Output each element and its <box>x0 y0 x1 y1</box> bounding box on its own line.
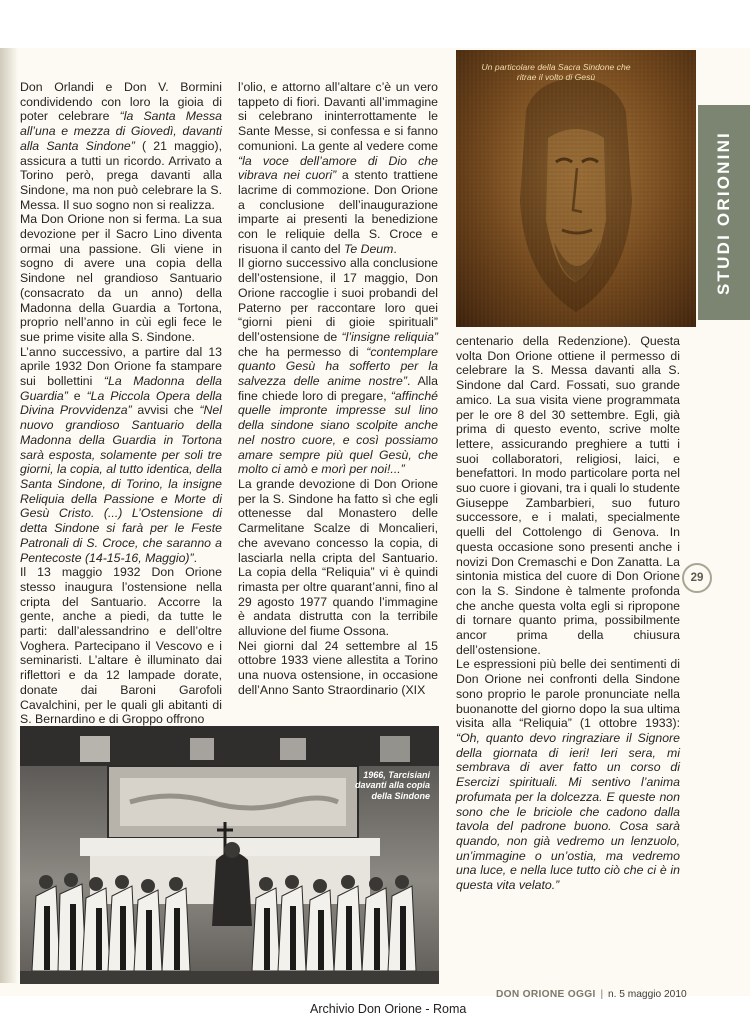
section-label: STUDI ORIONINI <box>714 131 733 295</box>
article-paragraph <box>238 639 438 698</box>
article-paragraph <box>20 80 222 212</box>
text-run: . Alla fine chiede loro di pregare, <box>238 374 438 403</box>
article-paragraph <box>20 565 222 727</box>
italic-run: “la voce dell’amore di Dio che vibrava nei cuori” <box>238 153 438 183</box>
article-paragraph <box>20 345 222 566</box>
magazine-footer <box>496 989 687 1000</box>
text-run: a stento trattiene lacrime di commozione. Don Orione a conclusione dell’inaugurazione imparte ai presenti la benedizione con le reliquie della S. Croce e risuona il canto del <box>238 168 438 256</box>
page-number: 29 <box>682 563 712 593</box>
text-run: La grande devozione di Don Orione per la S. Sindone ha fatto sì che egli ottenesse dal Monastero delle Carmelitane Scalze di Moncalieri, che avevano concesso la copia, di lasciarla nella cripta del Santuario. La copia della “Reliquia” vi è quindi rimasta per oltre quarant’anni, fino al 29 agosto 1977 quando l’immagine è andata distrutta con la terribile alluvione del fiume Ossona. <box>238 476 438 639</box>
text-run: centenario della Redenzione). Questa volta Don Orione ottiene il permesso di celebrare la S. Messa davanti alla S. Sindone dal Card. Fossati, suo grande amico. La sua visita viene programmata per le ore 8 del 30 settembre. Egli, già prima di questo evento, scrive molte lettere, assicurando preghiere a tutti i suoi collaboratori, religiosi, laici, e benefattori. In modo particolare porta nel suo cuore i giovani, tra i quali lo studente Giuseppe Zambarbieri, suo futuro successore, e i malati, specialmente quelli del Cottolengo di Genova. In questa occasione sono presenti anche i novizi Don Cremaschi e Don Zanatta. La sintonia mistica del cuore di Don Orione con la S. Sindone è talmente profonda che anche questa volta egli si ripropone di tornare quanto prima, possibilmente ancor prima della chiusura dell’ostensione. <box>456 334 680 657</box>
altar-photo <box>20 726 439 984</box>
text-run: Il giorno successivo alla conclusione dell’ostensione, il 17 maggio, Don Orione raccoglie i suoi probandi del Paterno per raccontare loro quei “giorni pieni di gioie spirituali” dell’ostensione de <box>238 256 438 344</box>
text-run: Don Orlandi e Don V. Bormini condividendo con loro la gioia di poter celebrare <box>20 80 222 124</box>
text-run: Il 13 maggio 1932 Don Orione stesso inaugura l’ostensione nella cripta del Santuario. Accorre la gente, anche a piedi, da tutte le parti: dall’alessandrino e dell’oltre Voghera. Partecipano il Vescovo e i seminaristi. L’altare è illuminato dai riflettori e da 12 lampade dorate, donate dai Baroni Garofoli Cavalchini, per le quali gli abitanti di S. Bernardino e di Groppo offrono <box>20 565 222 727</box>
altar-photo-caption: 1966, Tarcisiani davanti alla copia della Sindone <box>354 770 430 801</box>
text-run: L’anno successivo, a partire dal 13 aprile 1932 Don Orione fa stampare sui bollettini <box>20 344 222 389</box>
text-run: l’olio, e attorno all’altare c’è un vero tappeto di fiori. Davanti all’immagine si celebrano ininterrottamente le Sante Messe, si confessa e si fanno comunioni. La gente al vedere come <box>238 80 438 153</box>
text-run: avvisi che <box>131 403 200 418</box>
article-column-2 <box>238 80 438 698</box>
text-run: e <box>67 388 87 403</box>
article-paragraph <box>238 80 438 256</box>
italic-run: “l’insigne reliquia” <box>341 329 438 344</box>
footer-separator: | <box>600 989 604 1000</box>
altar-photo-illustration <box>20 726 439 984</box>
text-run: che ha permesso di <box>238 344 367 359</box>
italic-run: “Nel nuovo grandioso Santuario della Madonna della Guardia in Tortona sarà esposta, solamente per soli tre giorni, la copia, al tutto identica, della Santa Sindone, di Torino, la insigne Reliquia della Passione e Morte di Gesù Cristo. (...) L’Ostensione di detta Sindone si farà per le Feste Patronali di S. Croce, che saranno a Pentecoste (14-15-16, Maggio)” <box>20 403 222 565</box>
shroud-face-illustration <box>456 50 696 327</box>
archive-credit: Archivio Don Orione - Roma <box>310 1002 467 1016</box>
text-run: . <box>393 241 397 256</box>
article-paragraph <box>238 477 438 639</box>
article-paragraph <box>20 212 222 344</box>
shroud-face-image <box>456 50 696 327</box>
article-column-1 <box>20 80 222 727</box>
section-sidebar-band <box>698 105 750 320</box>
text-run: Ma Don Orione non si ferma. La sua devozione per il Sacro Lino diventa ormai una passione. Gli viene in sogno di avere una copia della Sindone nel grandioso Santuario (consacrato da un anno) della Madonna della Guardia a Tortona, proprio nell’anno in cùi egli fece le sue prime visite alla S. Sindone. <box>20 212 222 344</box>
text-run: ( 21 maggio), assicura a tutti un ricordo. Arrivato a Torino però, prega davanti alla Sindone, ma non può celebrare la S. Messa. Il suo sogno non si realizza. <box>20 138 222 212</box>
article-paragraph <box>456 334 680 657</box>
article-paragraph <box>238 256 438 477</box>
text-run: Nei giorni dal 24 settembre al 15 ottobre 1933 viene allestita a Torino una nuova ostensione, in occasione dell’Anno Santo Straordinario (XIX <box>238 638 438 697</box>
article-paragraph <box>456 657 680 892</box>
italic-run: Te Deum <box>343 241 394 256</box>
issue-info: n. 5 maggio 2010 <box>607 989 687 1000</box>
text-run: Le espressioni più belle dei sentimenti di Don Orione nei confronti della Sindone sono proprio le parole pronunciate nella buonanotte del giorno dopo la sua ultima visita alla “Reliquia” (1 ottobre 1933): <box>456 657 680 731</box>
italic-run: “La Madonna della Guardia” <box>20 374 222 403</box>
article-column-3 <box>456 334 680 893</box>
shroud-image-caption: Un particolare della Sacra Sindone che ritrae il volto di Gesù <box>481 62 631 82</box>
italic-run: “la Santa Messa all’una e mezza di Giovedì, davanti alla Santa Sindone” <box>20 109 222 153</box>
italic-run: “contemplare quanto Gesù ha sofferto per la salvezza delle anime nostre” <box>238 344 438 389</box>
magazine-name: DON ORIONE OGGI <box>496 989 596 1000</box>
text-run: . <box>193 550 198 565</box>
italic-run: “Oh, quanto devo ringraziare il Signore della giornata di ieri! Ieri sera, mi sembrava di aver fatto un corso di Esercizi spirituali. Mi sentivo l’anima profumata per la dolcezza. E queste non sono che le briciole che cadono dalla tavola del padrone buono. Cosa sarà quando, non già vedremo un lenzuolo, un’immagine o un’ostia, ma vedremo una luce, e nella luce tutto ciò che ci è in questa vita velato.” <box>456 730 680 893</box>
italic-run: “La Piccola Opera della Divina Provvidenza” <box>20 388 222 418</box>
binding-gutter-shadow <box>0 48 18 983</box>
italic-run: “affinché quelle impronte impresse sul lino della sindone siano scolpite anche nel nostro cuore, e così possiamo amare sempre più quel Gesù, che molto ci amò e morì per noi!...” <box>238 388 438 477</box>
